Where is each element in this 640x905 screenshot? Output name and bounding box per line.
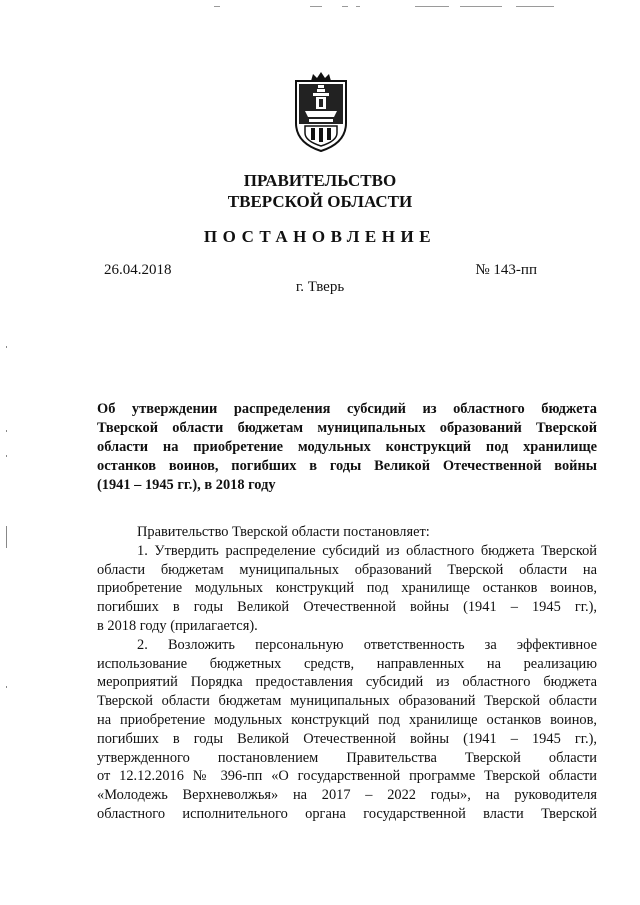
decree-title: ПОСТАНОВЛЕНИЕ [203,227,437,246]
decree-number: № 143-пп [475,262,537,278]
decree-date: 26.04.2018 [104,262,172,278]
body-line: областного исполнительного органа государственной власти Тверской [97,805,597,822]
subject-line: области на приобретение модульных конструкций под хранилище [97,439,597,455]
scan-artifacts [200,4,600,10]
decree-subject [97,400,597,495]
subject-line: останков воинов, погибших в годы Великой Отечественной войны [97,458,597,474]
decree-body [97,523,597,824]
government-name-line-1: ПРАВИТЕЛЬСТВО [243,171,397,190]
body-line: на приобретение модульных конструкций под хранилище останков воинов, [97,711,597,728]
body-line: погибших в годы Великой Отечественной войны (1941 – 1945 гг.), [97,730,597,747]
body-line: мероприятий Порядка предоставления субсидий из областного бюджета [97,674,597,691]
subject-line: Тверской области бюджетам муниципальных образований Тверской [97,420,597,436]
body-line: от 12.12.2016 № 396-пп «О государственной программе Тверской области [97,768,597,785]
government-name-line-2: ТВЕРСКОЙ ОБЛАСТИ [227,192,413,211]
subject-line: Об утверждении распределения субсидий из областного бюджета [97,401,597,417]
body-line: 1. Утвердить распределение субсидий из областного бюджета Тверской [137,542,597,559]
body-line: «Молодежь Верхневолжья» на 2017 – 2022 годы», на руководителя [97,787,597,804]
body-line: погибших в годы Великой Отечественной войны (1941 – 1945 гг.), [97,599,597,616]
decree-city: г. Тверь [295,279,345,295]
body-line: использование бюджетных средств, направленных на реализацию [97,655,597,672]
body-line-preamble: Правительство Тверской области постановляет: [137,524,430,540]
body-line: области бюджетам муниципальных образований Тверской области на [97,561,597,578]
body-line: утвержденного постановлением Правительства Тверской области [97,749,597,766]
body-line: в 2018 году (прилагается). [97,617,258,634]
tver-coat-of-arms-icon [291,71,351,153]
body-line: приобретение модульных конструкций под хранилище останков воинов, [97,580,597,597]
body-line: Тверской области бюджетам муниципальных образований Тверской области [97,693,597,710]
body-line: 2. Возложить персональную ответственность за эффективное [137,636,597,653]
subject-line: (1941 – 1945 гг.), в 2018 году [97,477,276,493]
